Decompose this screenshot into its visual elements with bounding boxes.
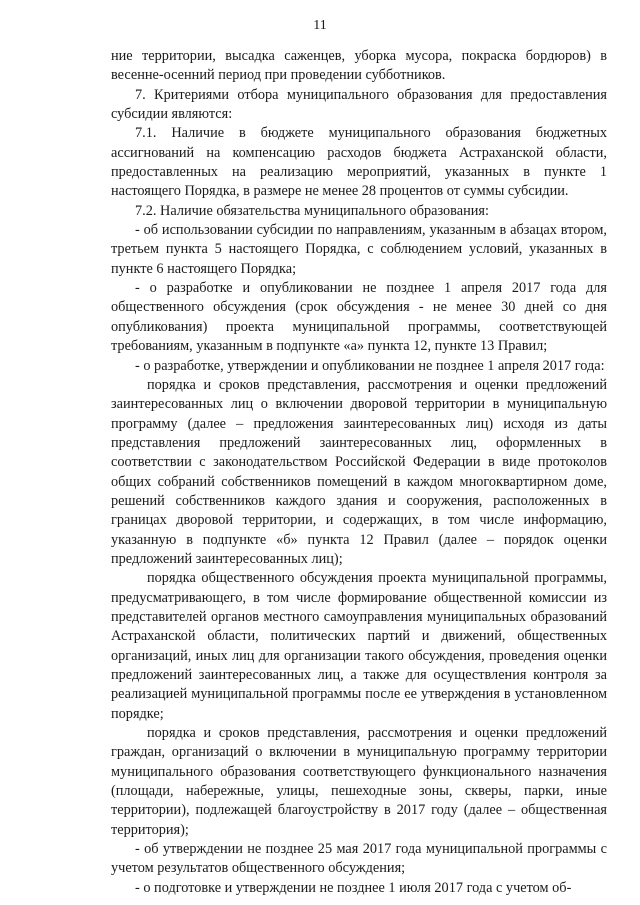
list-item-subsidy-use: - об использовании субсидии по направлениям, указанным в абзацах втором, третьем пункта 5 настоящего Порядка, с соблюдением условий, указанных в пункте 6 настоящего Порядка; (111, 222, 607, 277)
list-item-program-draft: - о разработке и опубликовании не позднее 1 апреля 2017 года для общественного обсуждения (срок обсуждения - не менее 30 дней со дня опубликования) проекта муниципальной программы, соответствующей требованиям, указанным в подпункте «а» пункта 12, пункте 13 Правил; (111, 280, 607, 355)
paragraph-7-1: 7.1. Наличие в бюджете муниципального образования бюджетных ассигнований на компенсацию расходов бюджета Астраханской области, предоставленных на реализацию мероприятий, указанных в пункте 1 настоящего Порядка, в размере не менее 28 процентов от суммы субсидии. (111, 125, 607, 200)
paragraph-criteria-heading: 7. Критериями отбора муниципального образования для предоставления субсидии являются: (111, 86, 607, 123)
list-item-program-approval: - об утверждении не позднее 25 мая 2017 года муниципальной программы с учетом результатов общественного обсуждения; (111, 841, 607, 877)
list-item-preparation: - о подготовке и утверждении не позднее 1 июля 2017 года с учетом об- (135, 879, 572, 896)
document-body (111, 47, 607, 898)
sub-item-public-discussion: порядка общественного обсуждения проекта муниципальной программы, предусматривающего, в том числе формирование общественной комиссии из представителей органов местного самоуправления муниципальных образований Астраханской области, политических партий и движений, общественных организаций, иных лиц для организации такого обсуждения, проведения оценки предложений заинтересованных лиц, а также для осуществления контроля за реализацией муниципальной программы после ее утверждения в установленном порядке; (111, 570, 607, 722)
sub-item-public-territory: порядка и сроков представления, рассмотрения и оценки предложений граждан, организаций о включении в муниципальную программу территории муниципального образования соответствующего функционального назначения (площади, набережные, улицы, пешеходные зоны, скверы, парки, иные территории), подлежащей благоустройству в 2017 году (далее – общественная территория); (111, 725, 607, 838)
page-number: 11 (313, 18, 327, 33)
list-item-procedures: - о разработке, утверждении и опубликовании не позднее 1 апреля 2017 года: (135, 357, 605, 374)
paragraph-continuation: ние территории, высадка саженцев, уборка мусора, покраска бордюров) в весенне-осенний период при проведении субботников. (111, 48, 607, 84)
sub-item-evaluation-procedure: порядка и сроков представления, рассмотрения и оценки предложений заинтересованных лиц о включении дворовой территории в муниципальную программу (далее – предложения заинтересованных лиц) исходя из даты представления предложений заинтересованных лиц, оформленных в соответствии с законодательством Российской Федерации в виде протоколов общих собраний собственников помещений в каждом многоквартирном доме, решений собственников каждого здания и сооружения, расположенных в границах дворовой территории, и содержащих, в том числе информацию, указанную в подпункте «б» пункта 12 Правил (далее – порядок оценки предложений заинтересованных лиц); (111, 376, 607, 567)
paragraph-7-2: 7.2. Наличие обязательства муниципального образования: (135, 202, 489, 219)
